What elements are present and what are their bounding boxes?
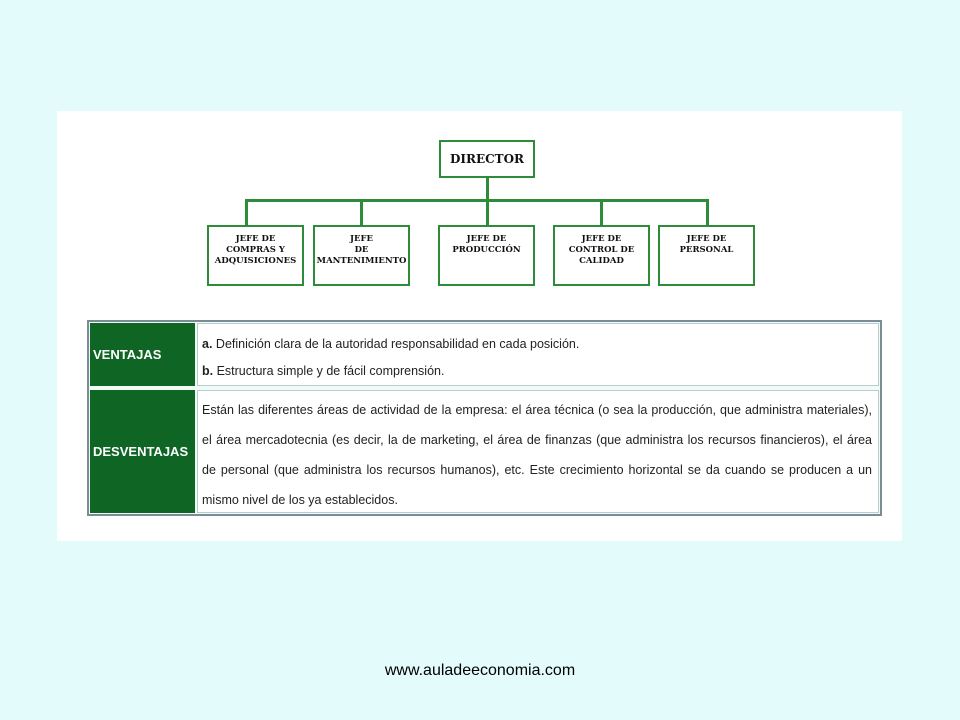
desventajas-label: DESVENTAJAS <box>90 390 195 513</box>
desventajas-text: Están las diferentes áreas de actividad de la empresa: el área técnica (o sea la producción, que administra materiales), el área mercadotecnia (es decir, la de marketing, el área de finanzas (que administra los recursos financieros), el área de personal (que administra los recursos humanos), etc. Este crecimiento horizontal se da cuando se producen a un mismo nivel de los ya establecidos. <box>197 390 879 513</box>
org-node-calidad: JEFE DE CONTROL DE CALIDAD <box>553 225 650 286</box>
content-panel <box>57 111 902 541</box>
org-node-produccion: JEFE DE PRODUCCIÓN <box>438 225 535 286</box>
org-node-director: DIRECTOR <box>439 140 535 178</box>
connector-drop-produccion <box>486 199 489 226</box>
footer-url: www.auladeeconomia.com <box>384 662 576 679</box>
connector-director <box>486 178 489 201</box>
ventaja-marker: b. <box>202 364 214 378</box>
ventajas-label: VENTAJAS <box>90 323 195 386</box>
ventaja-item <box>202 358 875 385</box>
connector-horizontal <box>245 199 709 202</box>
org-node-personal: JEFE DE PERSONAL <box>658 225 755 286</box>
org-node-compras: JEFE DE COMPRAS Y ADQUISICIONES <box>207 225 304 286</box>
org-node-mantenimiento: JEFE DE MANTENIMIENTO <box>313 225 410 286</box>
ventaja-text: Definición clara de la autoridad responsabilidad en cada posición. <box>212 337 580 351</box>
ventajas-cell <box>197 323 879 386</box>
connector-drop-personal <box>706 199 709 226</box>
advantages-table <box>87 320 882 516</box>
connector-drop-calidad <box>600 199 603 226</box>
ventaja-marker: a. <box>202 337 213 351</box>
ventaja-item <box>202 331 875 358</box>
connector-drop-mantenimiento <box>360 199 363 226</box>
ventaja-text: Estructura simple y de fácil comprensión. <box>213 364 445 378</box>
connector-drop-compras <box>245 199 248 226</box>
